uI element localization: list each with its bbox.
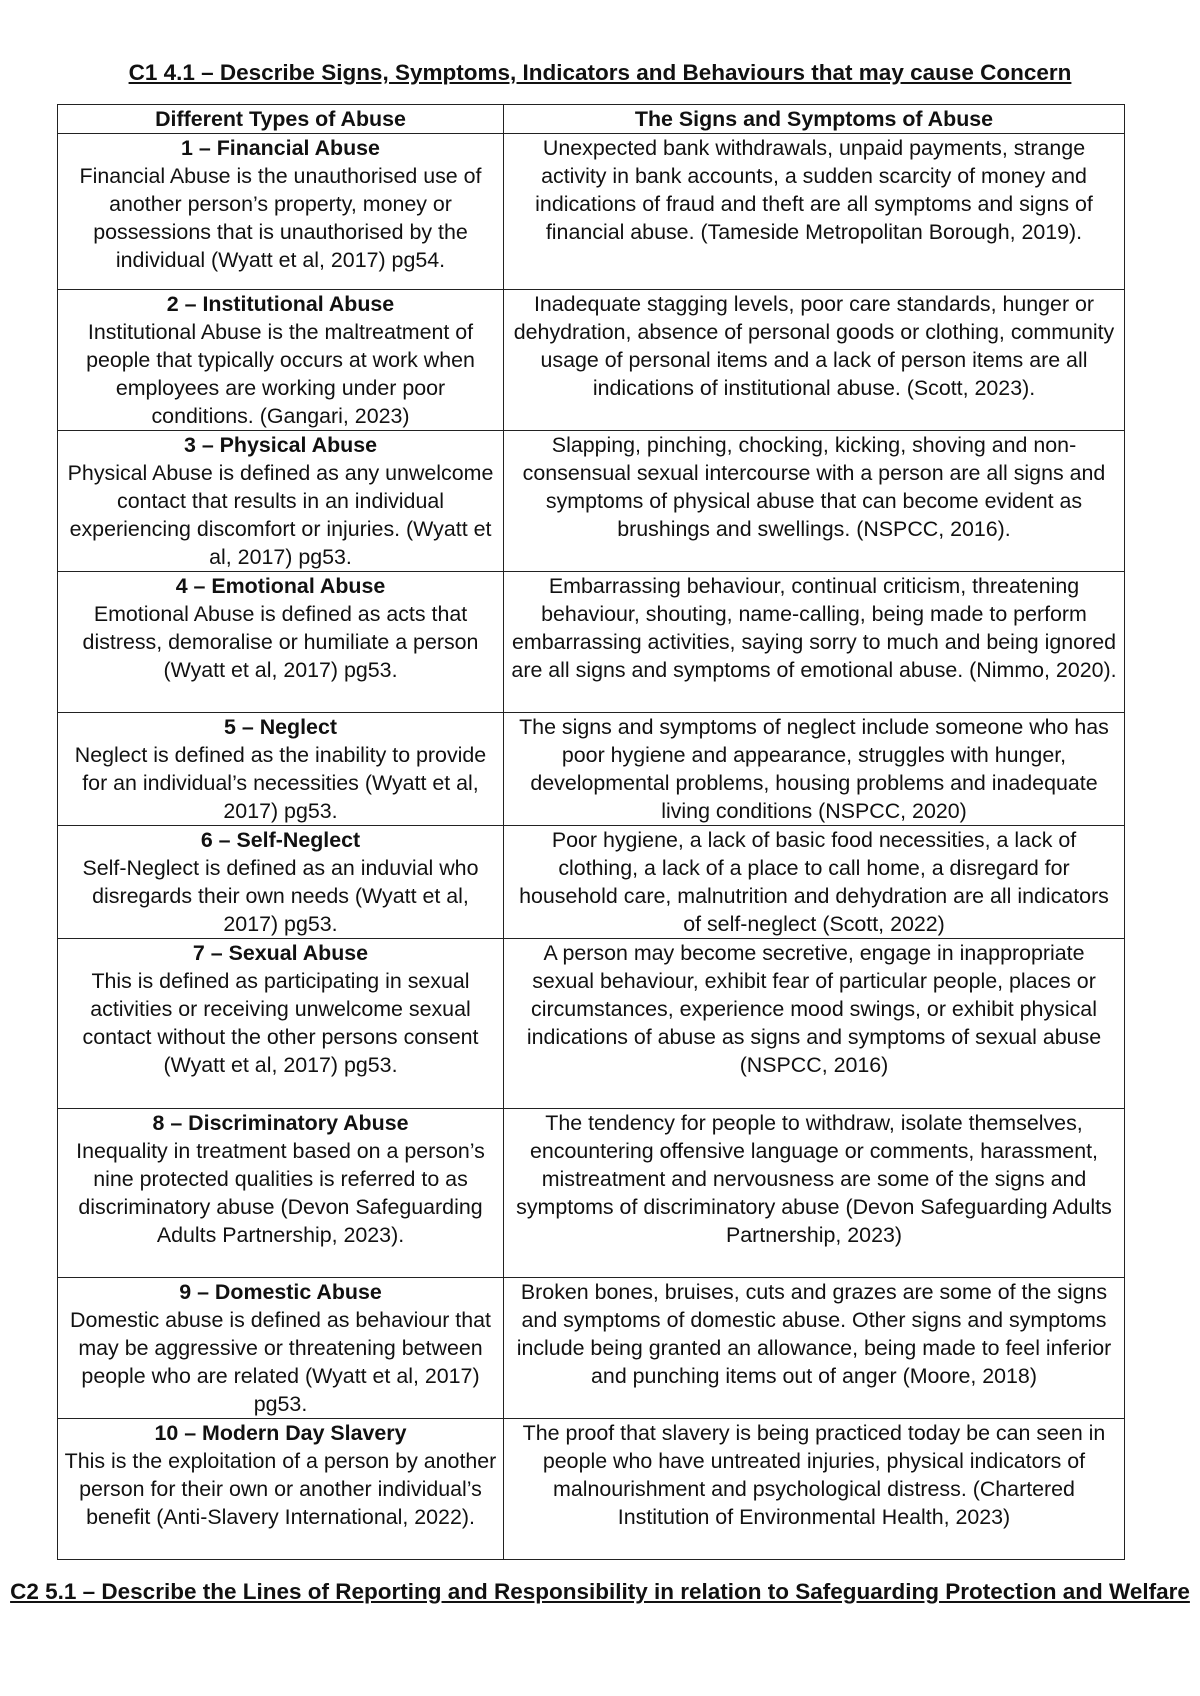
table-row <box>58 572 1125 713</box>
abuse-type-title: 2 – Institutional Abuse <box>166 292 395 316</box>
abuse-type-description: This is defined as participating in sexual activities or receiving unwelcome sexual contact without the other persons consent (Wyatt et al, 2017) pg53. <box>82 969 479 1077</box>
abuse-type-title: 3 – Physical Abuse <box>183 433 377 457</box>
abuse-type-cell <box>58 939 504 1109</box>
signs-text: The tendency for people to withdraw, isolate themselves, encountering offensive language or comments, harassment, mistreatment and nervousness are some of the signs and symptoms of discriminatory abuse (Devon Safeguarding Adults Partnership, 2023) <box>516 1111 1112 1247</box>
abuse-type-cell <box>58 290 504 431</box>
abuse-type-description: Domestic abuse is defined as behaviour that may be aggressive or threatening between people who are related (Wyatt et al, 2017) pg53. <box>70 1308 491 1416</box>
page-title: C1 4.1 – Describe Signs, Symptoms, Indicators and Behaviours that may cause Concern <box>128 60 1072 85</box>
table-row <box>58 939 1125 1109</box>
abuse-type-description: Emotional Abuse is defined as acts that distress, demoralise or humiliate a person (Wyatt et al, 2017) pg53. <box>82 602 479 682</box>
signs-text: Unexpected bank withdrawals, unpaid payments, strange activity in bank accounts, a sudden scarcity of money and indications of fraud and theft are all symptoms and signs of financial abuse. (Tameside Metropolitan Borough, 2019). <box>535 136 1093 244</box>
abuse-type-cell <box>58 1419 504 1560</box>
table-header-row <box>58 105 1125 134</box>
abuse-type-cell <box>58 713 504 826</box>
abuse-type-title: 7 – Sexual Abuse <box>192 941 369 965</box>
header-signs-symptoms: The Signs and Symptoms of Abuse <box>504 105 1125 134</box>
signs-text: Poor hygiene, a lack of basic food necessities, a lack of clothing, a lack of a place to call home, a disregard for household care, malnutrition and dehydration are all indicators of self-neglect (Scott, 2022) <box>519 828 1109 936</box>
abuse-type-description: Neglect is defined as the inability to provide for an individual’s necessities (Wyatt et al, 2017) pg53. <box>74 743 487 823</box>
abuse-type-description: Inequality in treatment based on a person’s nine protected qualities is referred to as discriminatory abuse (Devon Safeguarding Adults Partnership, 2023). <box>76 1139 485 1247</box>
signs-text: Inadequate stagging levels, poor care standards, hunger or dehydration, absence of personal goods or clothing, community usage of personal items and a lack of person items are all indications of institutional abuse. (Scott, 2023). <box>513 292 1115 400</box>
abuse-type-cell <box>58 1278 504 1419</box>
abuse-type-description: Financial Abuse is the unauthorised use of another person’s property, money or possessions that is unauthorised by the individual (Wyatt et al, 2017) pg54. <box>79 164 482 272</box>
abuse-type-description: This is the exploitation of a person by another person for their own or another individual’s benefit (Anti-Slavery International, 2022). <box>64 1449 497 1529</box>
signs-cell <box>504 431 1125 572</box>
abuse-type-cell <box>58 134 504 290</box>
abuse-type-cell <box>58 431 504 572</box>
abuse-type-cell <box>58 572 504 713</box>
section-title: C2 5.1 – Describe the Lines of Reporting and Responsibility in relation to Safeguarding Protection and Welfare <box>10 1579 1190 1604</box>
abuse-type-title: 6 – Self-Neglect <box>200 828 361 852</box>
table-row <box>58 1419 1125 1560</box>
signs-text: The signs and symptoms of neglect include someone who has poor hygiene and appearance, struggles with hunger, developmental problems, housing problems and inadequate living conditions (NSPCC, 2020) <box>519 715 1109 823</box>
abuse-type-description: Physical Abuse is defined as any unwelcome contact that results in an individual experiencing discomfort or injuries. (Wyatt et al, 2017) pg53. <box>67 461 494 569</box>
abuse-type-title: 1 – Financial Abuse <box>181 136 380 160</box>
abuse-type-description: Institutional Abuse is the maltreatment of people that typically occurs at work when employees are working under poor conditions. (Gangari, 2023) <box>86 320 475 428</box>
table-row <box>58 713 1125 826</box>
abuse-signs-table <box>57 104 1125 1560</box>
signs-text: Slapping, pinching, chocking, kicking, shoving and non-consensual sexual intercourse with a person are all signs and symptoms of physical abuse that can become evident as brushings and swellings. (NSPCC, 2016). <box>522 433 1106 541</box>
table-row <box>58 826 1125 939</box>
signs-cell <box>504 1419 1125 1560</box>
abuse-type-title: 8 – Discriminatory Abuse <box>152 1111 409 1135</box>
signs-cell <box>504 1109 1125 1278</box>
signs-cell <box>504 290 1125 431</box>
signs-cell <box>504 939 1125 1109</box>
signs-cell <box>504 826 1125 939</box>
signs-text: The proof that slavery is being practiced today be can seen in people who have untreated injuries, physical indicators of malnourishment and psychological distress. (Chartered Institution of Environmental Health, 2023) <box>522 1421 1106 1529</box>
header-abuse-types: Different Types of Abuse <box>58 105 504 134</box>
abuse-type-cell <box>58 1109 504 1278</box>
signs-text: Broken bones, bruises, cuts and grazes are some of the signs and symptoms of domestic abuse. Other signs and symptoms include being granted an allowance, being made to feel inferior and punching items out of anger (Moore, 2018) <box>516 1280 1112 1388</box>
signs-cell <box>504 134 1125 290</box>
abuse-type-title: 10 – Modern Day Slavery <box>154 1421 407 1445</box>
abuse-type-title: 9 – Domestic Abuse <box>179 1280 382 1304</box>
signs-cell <box>504 713 1125 826</box>
abuse-type-title: 4 – Emotional Abuse <box>175 574 386 598</box>
signs-text: A person may become secretive, engage in inappropriate sexual behaviour, exhibit fear of particular people, places or circumstances, experience mood swings, or exhibit physical indications of abuse as signs and symptoms of sexual abuse (NSPCC, 2016) <box>526 941 1102 1077</box>
table-row <box>58 431 1125 572</box>
signs-text: Embarrassing behaviour, continual criticism, threatening behaviour, shouting, name-calling, being made to perform embarrassing activities, saying sorry to much and being ignored are all signs and symptoms of emotional abuse. (Nimmo, 2020). <box>511 574 1117 682</box>
signs-cell <box>504 572 1125 713</box>
abuse-type-title: 5 – Neglect <box>224 715 337 739</box>
table-row <box>58 1278 1125 1419</box>
abuse-type-description: Self-Neglect is defined as an induvial who disregards their own needs (Wyatt et al, 2017) pg53. <box>82 856 479 936</box>
table-row <box>58 290 1125 431</box>
abuse-type-cell <box>58 826 504 939</box>
signs-cell <box>504 1278 1125 1419</box>
table-row <box>58 134 1125 290</box>
table-row <box>58 1109 1125 1278</box>
